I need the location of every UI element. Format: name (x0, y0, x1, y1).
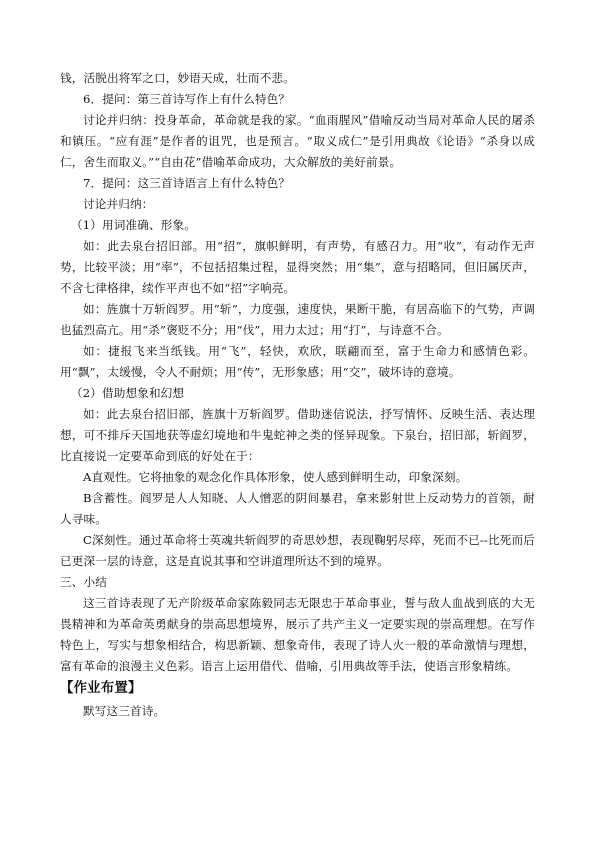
paragraph: 这三首诗表现了无产阶级革命家陈毅同志无限忠于革命事业，誓与敌人血战到底的大无畏精神和为革命英勇献身的崇高思想境界，展示了共产主义一定要实现的崇高理想。在写作特色上，写实与想象相结合，构思新颖、想象奇伟，表现了诗人火一般的革命激情与理想，富有革命的浪漫主义色彩。语言上运用借代、借喻，引用典故等手法，使语言形象精练。 (60, 596, 535, 673)
paragraph: 7．提问：这三首诗语言上有什么特色？ (83, 176, 291, 190)
paragraph: 讨论并归纳：投身革命，革命就是我的家。“血雨腥风”借喻反动当局对革命人民的屠杀和镇压。“应有涯”是作者的诅咒，也是预言。“取义成仁”是引用典故《论语》“杀身以成仁，舍生而取义。”“自由花”借喻革命成功，大众解放的美好前景。 (60, 113, 535, 169)
paragraph: A直观性。它将抽象的观念化作具体形象，使人感到鲜明生动，印象深刻。 (83, 470, 468, 484)
document-body (60, 68, 535, 677)
homework-text: 默写这三首诗。 (83, 704, 166, 718)
paragraph: 三、小结 (60, 575, 107, 589)
paragraph: 讨论并归纳： (83, 197, 154, 211)
paragraph: 6．提问：第三首诗写作上有什么特色？ (83, 92, 291, 106)
paragraph: B含蓄性。阎罗是人人知晓、人人憎恶的阴间暴君，拿来影射世上反动势力的首领，耐人寻味。 (60, 491, 535, 526)
paragraph: （2）借助想象和幻想 (71, 386, 185, 400)
paragraph: 如：此去泉台招旧部，旌旗十万斩阎罗。借助迷信说法，抒写情怀、反映生活、表达理想，可不排斥天国地获等虚幻境地和牛鬼蛇神之类的怪异现象。下泉台，招旧部，斩阎罗，比直接说一定要革命到底的好处在于： (60, 407, 535, 463)
paragraph: 钱，活脱出将军之口，妙语天成，壮而不悲。 (60, 71, 295, 85)
paragraph: C深刻性。通过革命将士英魂共斩阎罗的奇思妙想，表现鞠躬尽瘁，死而不已--比死而后已更深一层的诗意，这是直说其事和空讲道理所达不到的境界。 (60, 533, 535, 568)
paragraph: 如：此去泉台招旧部。用“招”，旗帜鲜明，有声势，有感召力。用“收”，有动作无声势，比较平淡；用“率”，不包括招集过程，显得突然；用“集”，意与招略同，但旧属厌声，不含七律格律，续作平声也不如“招”字响亮。 (60, 239, 535, 295)
paragraph: 如：旌旗十万斩阎罗。用“斩”，力度强，速度快，果断干脆，有居高临下的气势，声调也猛烈高亢。用“杀”褒贬不分；用“伐”，用力太过；用“打”，与诗意不合。 (60, 302, 535, 337)
paragraph: （1）用词准确、形象。 (71, 218, 196, 232)
homework-heading: 【作业布置】 (60, 681, 142, 696)
paragraph: 如：捷报飞来当纸钱。用“飞”，轻快，欢欣，联翩而至，富于生命力和感情色彩。用“飘”，太缓慢，令人不耐烦；用“传”，无形象感；用“交”，破坏诗的意境。 (60, 344, 535, 379)
